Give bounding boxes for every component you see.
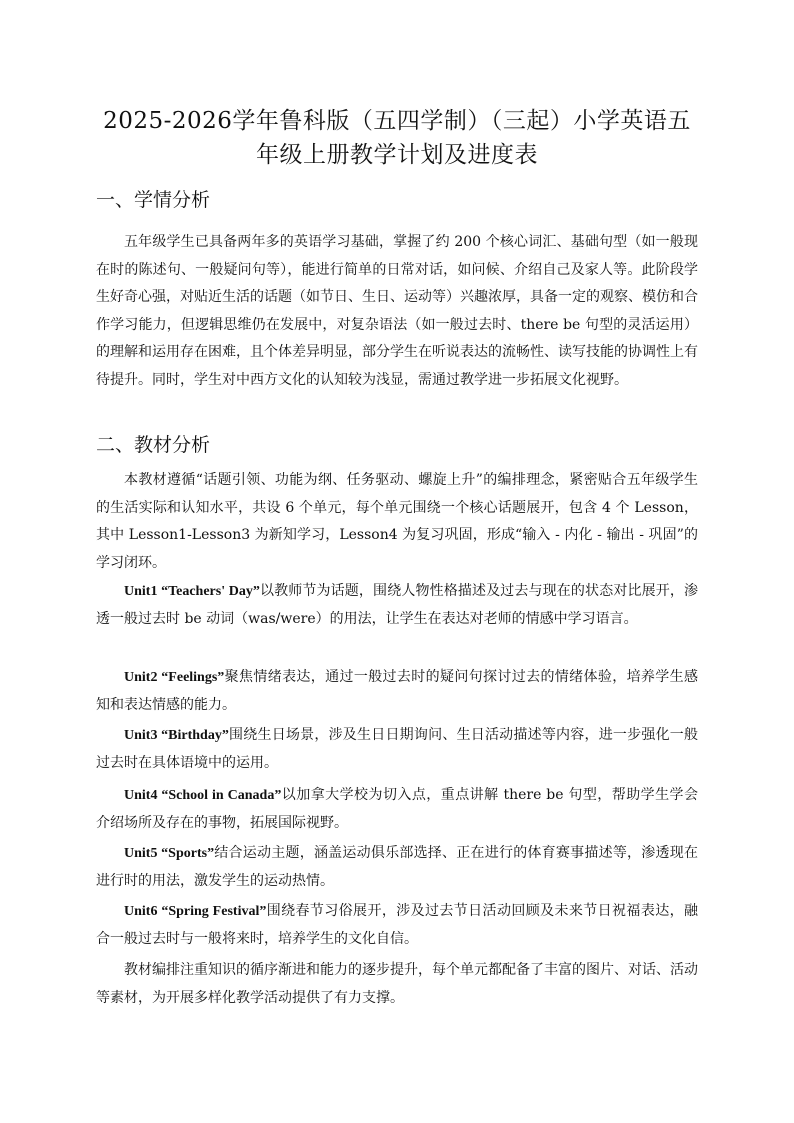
unit5-label: Unit5 “Sports” — [124, 846, 215, 861]
unit4-label: Unit4 “School in Canada” — [124, 788, 282, 803]
unit2-paragraph — [96, 664, 698, 719]
unit1-label: Unit1 “Teachers' Day” — [124, 584, 260, 599]
unit6-label: Unit6 “Spring Festival” — [124, 904, 267, 919]
unit5-text: 结合运动主题，涵盖运动俱乐部选择、正在进行的体育赛事描述等，渗透现在进行时的用法，激发学生的运动热情。 — [96, 845, 698, 889]
section2-closing: 教材编排注重知识的循序渐进和能力的逐步提升，每个单元都配备了丰富的图片、对话、活动等素材，为开展多样化教学活动提供了有力支撑。 — [96, 962, 698, 1006]
unit6-paragraph — [96, 898, 698, 953]
unit2-text: 聚焦情绪表达，通过一般过去时的疑问句探讨过去的情绪体验，培养学生感知和表达情感的能力。 — [96, 669, 698, 713]
unit1-text: 以教师节为话题，围绕人物性格描述及过去与现在的状态对比展开，渗透一般过去时 be 动词（was/were）的用法，让学生在表达对老师的情感中学习语言。 — [96, 583, 698, 627]
document-title-line1: 2025-2026学年鲁科版（五四学制）（三起）小学英语五 — [103, 108, 691, 134]
unit2-label: Unit2 “Feelings” — [124, 670, 225, 685]
unit5-paragraph — [96, 840, 698, 895]
document-title-line2: 年级上册教学计划及进度表 — [256, 142, 538, 168]
unit4-paragraph — [96, 782, 698, 837]
unit3-text: 围绕生日场景，涉及生日日期询问、生日活动描述等内容，进一步强化一般过去时在具体语境中的运用。 — [96, 727, 698, 771]
unit3-label: Unit3 “Birthday” — [124, 728, 229, 743]
unit1-paragraph — [96, 578, 698, 633]
unit4-text: 以加拿大学校为切入点，重点讲解 there be 句型，帮助学生学会介绍场所及存在的事物，拓展国际视野。 — [96, 787, 698, 831]
section2-intro: 本教材遵循“话题引领、功能为纲、任务驱动、螺旋上升”的编排理念，紧密贴合五年级学生的生活实际和认知水平，共设 6 个单元，每个单元围绕一个核心话题展开，包含 4 个 Lesson，其中 Lesson1-Lesson3 为新知学习，Lesson4 为复习巩固，形成“输入 - 内化 - 输出 - 巩固”的学习闭环。 — [96, 472, 698, 571]
section2-heading: 二、教材分析 — [96, 434, 211, 456]
unit3-paragraph — [96, 722, 698, 777]
unit6-text: 围绕春节习俗展开，涉及过去节日活动回顾及未来节日祝福表达，融合一般过去时与一般将来时，培养学生的文化自信。 — [96, 903, 698, 947]
section1-paragraph: 五年级学生已具备两年多的英语学习基础，掌握了约 200 个核心词汇、基础句型（如一般现在时的陈述句、一般疑问句等），能进行简单的日常对话，如问候、介绍自己及家人等。此阶段学生好奇心强，对贴近生活的话题（如节日、生日、运动等）兴趣浓厚，具备一定的观察、模仿和合作学习能力，但逻辑思维仍在发展中，对复杂语法（如一般过去时、there be 句型的灵活运用）的理解和运用存在困难，且个体差异明显，部分学生在听说表达的流畅性、读写技能的协调性上有待提升。同时，学生对中西方文化的认知较为浅显，需通过教学进一步拓展文化视野。 — [96, 234, 698, 388]
section1-heading: 一、学情分析 — [96, 189, 211, 211]
